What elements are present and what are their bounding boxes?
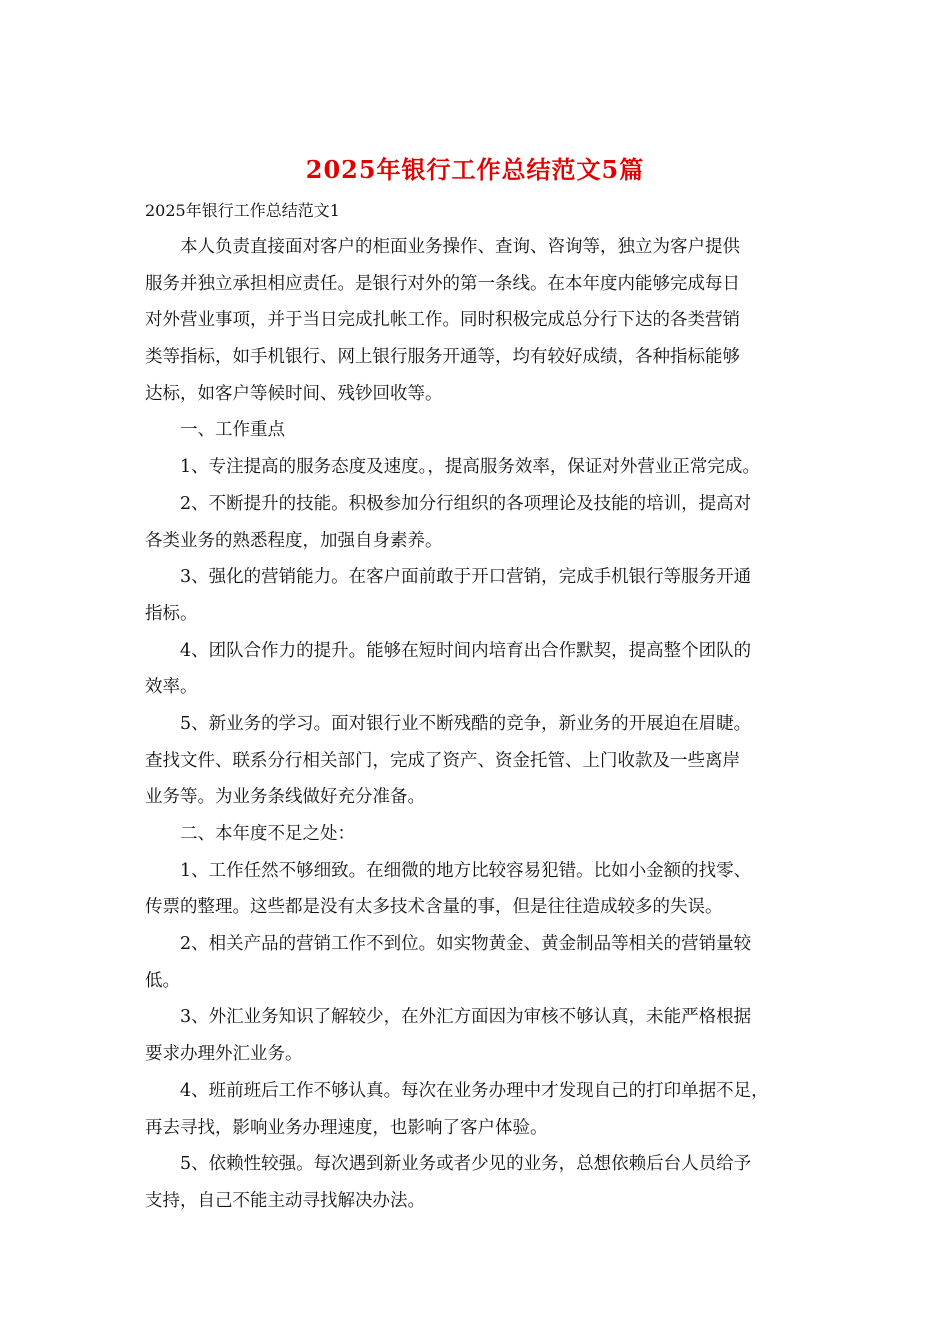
text-line: 2、相关产品的营销工作不到位。如实物黄金、黄金制品等相关的营销量较 — [180, 934, 752, 955]
text-line: 本人负责直接面对客户的柜面业务操作、查询、咨询等，独立为客户提供 — [180, 237, 740, 257]
text-line: 1、工作任然不够细致。在细微的地方比较容易犯错。比如小金额的找零、 — [180, 860, 752, 881]
text-line: 业务等。为业务条线做好充分准备。 — [145, 787, 425, 808]
text-line: 4、团队合作力的提升。能够在短时间内培育出合作默契，提高整个团队的 — [180, 640, 752, 661]
document-subtitle: 2025年银行工作总结范文1 — [145, 201, 340, 220]
text-line: 达标，如客户等候时间、残钞回收等。 — [145, 383, 443, 404]
text-line: 二、本年度不足之处： — [180, 824, 355, 844]
text-line: 指标。 — [145, 603, 198, 624]
text-line: 3、外汇业务知识了解较少，在外汇方面因为审核不够认真，未能严格根据 — [180, 1007, 752, 1028]
text-line: 一、工作重点 — [180, 420, 285, 441]
text-line: 效率。 — [145, 677, 198, 698]
text-line: 5、新业务的学习。面对银行业不断残酷的竞争，新业务的开展迫在眉睫。 — [180, 713, 752, 734]
text-line: 低。 — [145, 970, 180, 991]
text-line: 3、强化的营销能力。在客户面前敢于开口营销，完成手机银行等服务开通 — [180, 567, 752, 588]
document-title: 2025年银行工作总结范文5篇 — [305, 155, 645, 184]
text-line: 服务并独立承担相应责任。是银行对外的第一条线。在本年度内能够完成每日 — [145, 273, 740, 294]
document-body — [145, 229, 825, 1220]
text-line: 各类业务的熟悉程度，加强自身素养。 — [145, 530, 443, 551]
text-line: 要求办理外汇业务。 — [145, 1044, 303, 1065]
text-line: 5、依赖性较强。每次遇到新业务或者少见的业务，总想依赖后台人员给予 — [180, 1154, 752, 1175]
text-line: 传票的整理。这些都是没有太多技术含量的事，但是往往造成较多的失误。 — [145, 897, 723, 918]
text-line: 1、专注提高的服务态度及速度。，提高服务效率，保证对外营业正常完成。 — [180, 457, 760, 478]
text-line: 4、班前班后工作不够认真。每次在业务办理中才发现自己的打印单据不足， — [180, 1080, 769, 1101]
text-line: 再去寻找，影响业务办理速度，也影响了客户体验。 — [145, 1117, 548, 1138]
text-line: 对外营业事项，并于当日完成扎帐工作。同时积极完成总分行下达的各类营销 — [145, 310, 740, 331]
text-line: 查找文件、联系分行相关部门，完成了资产、资金托管、上门收款及一些离岸 — [145, 750, 740, 771]
text-line: 支持，自己不能主动寻找解决办法。 — [145, 1190, 425, 1211]
text-line: 类等指标，如手机银行、网上银行服务开通等，均有较好成绩，各种指标能够 — [145, 347, 740, 368]
text-line: 2、不断提升的技能。积极参加分行组织的各项理论及技能的培训，提高对 — [180, 493, 752, 514]
